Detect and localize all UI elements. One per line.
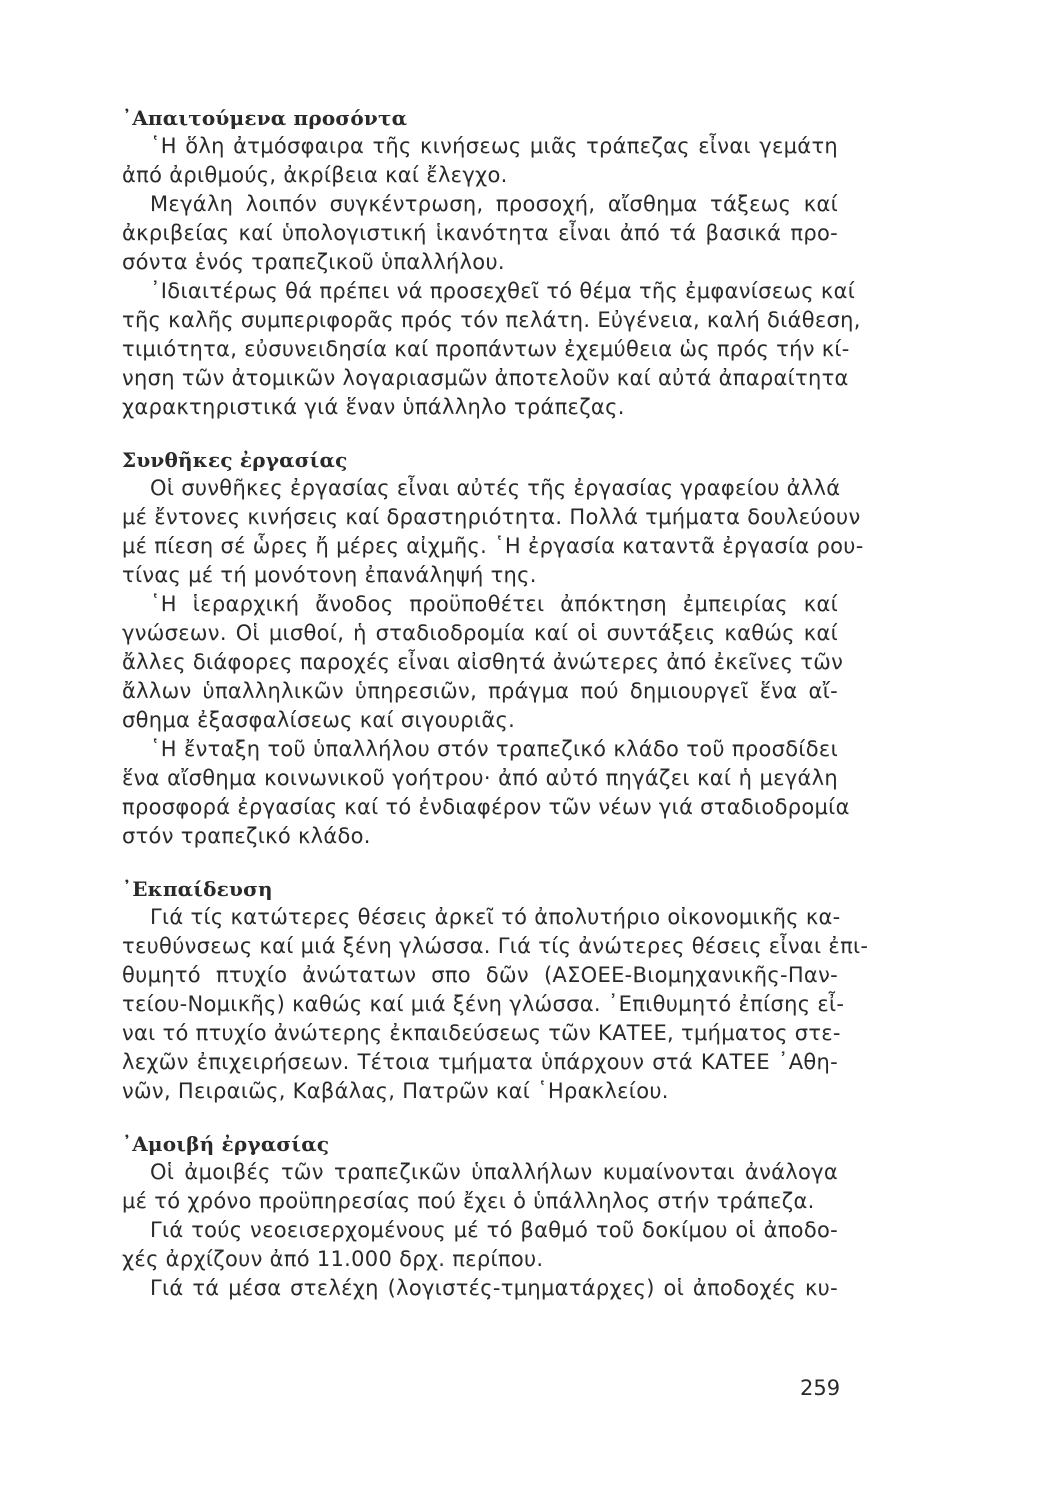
section-compensation: [122, 1130, 838, 1303]
text-line: μέ τό χρόνο προϋπηρεσίας πού ἔχει ὁ ὑπάλληλος στήν τράπεζα.: [122, 1189, 815, 1213]
section-text: [122, 903, 869, 1106]
text-line: λεχῶν ἐπιχειρήσεων. Τέτοια τμήματα ὑπάρχουν στά ΚΑΤΕΕ ᾿Αθη-: [122, 1050, 838, 1074]
text-line: θυμητό πτυχίο ἀνώτατων σπο δῶν (ΑΣΟΕΕ-Βιομηχανικῆς-Παν-: [122, 963, 838, 987]
text-line: νηση τῶν ἀτομικῶν λογαριασμῶν ἀποτελοῦν καί αὐτά ἀπαραίτητα: [122, 366, 849, 390]
section-heading: ᾿Αμοιβή ἐργασίας: [122, 1132, 330, 1156]
text-line: ῾Η ἱεραρχική ἄνοδος προϋποθέτει ἀπόκτηση ἐμπειρίας καί: [150, 592, 838, 616]
section-gap: [122, 1106, 838, 1130]
text-line: χές ἀρχίζουν ἀπό 11.000 δρχ. περίπου.: [122, 1247, 544, 1271]
text-line: τίνας μέ τή μονότονη ἐπανάληψή της.: [122, 563, 537, 587]
page-number: 259: [800, 1376, 841, 1400]
section-gap: [122, 851, 838, 875]
text-line: γνώσεων. Οἱ μισθοί, ἡ σταδιοδρομία καί οἱ συντάξεις καθώς καί: [122, 621, 838, 645]
text-line: Γιά τίς κατώτερες θέσεις ἀρκεῖ τό ἀπολυτήριο οἰκονομικῆς κα-: [150, 905, 841, 929]
text-line: ῾Η ἔνταξη τοῦ ὑπαλλήλου στόν τραπεζικό κλάδο τοῦ προσδίδει: [150, 737, 838, 761]
text-line: χαρακτηριστικά γιά ἕναν ὑπάλληλο τράπεζας.: [122, 395, 625, 419]
text-line: Μεγάλη λοιπόν συγκέντρωση, προσοχή, αἴσθημα τάξεως καί: [150, 192, 838, 216]
text-line: στόν τραπεζικό κλάδο.: [122, 824, 371, 848]
section-education: [122, 875, 869, 1106]
text-line: νῶν, Πειραιῶς, Καβάλας, Πατρῶν καί ῾Ηρακλείου.: [122, 1079, 669, 1103]
text-line: σθημα ἐξασφαλίσεως καί σιγουριᾶς.: [122, 708, 516, 732]
text-line: ἕνα αἴσθημα κοινωνικοῦ γοήτρου· ἀπό αὐτό πηγάζει καί ἡ μεγάλη: [122, 766, 838, 790]
text-line: Γιά τά μέσα στελέχη (λογιστές-τμηματάρχες) οἱ ἀποδοχές κυ-: [150, 1276, 838, 1300]
text-line: τῆς καλῆς συμπεριφορᾶς πρός τόν πελάτη. Εὐγένεια, καλή διάθεση,: [122, 308, 861, 332]
text-line: σόντα ἑνός τραπεζικοῦ ὑπαλλήλου.: [122, 250, 505, 274]
text-line: ναι τό πτυχίο ἀνώτερης ἐκπαιδεύσεως τῶν ΚΑΤΕΕ, τμήματος στε-: [122, 1021, 841, 1045]
section-gap: [122, 422, 838, 446]
text-line: τιμιότητα, εὐσυνειδησία καί προπάντων ἐχεμύθεια ὡς πρός τήν κί-: [122, 337, 850, 361]
text-line: Οἱ συνθῆκες ἐργασίας εἶναι αὐτές τῆς ἐργασίας γραφείου ἀλλά: [150, 476, 841, 500]
text-line: ἄλλων ὑπαλληλικῶν ὑπηρεσιῶν, πράγμα πού δημιουργεῖ ἕνα αἴ-: [122, 679, 838, 703]
text-line: Οἱ ἀμοιβές τῶν τραπεζικῶν ὑπαλλήλων κυμαίνονται ἀνάλογα: [150, 1160, 838, 1184]
text-line: ἀπό ἀριθμούς, ἀκρίβεια καί ἔλεγχο.: [122, 163, 508, 187]
page-body: [122, 104, 869, 1303]
text-line: Γιά τούς νεοεισερχομένους μέ τό βαθμό τοῦ δοκίμου οἱ ἀποδο-: [150, 1218, 838, 1242]
text-line: ῾Η ὅλη ἀτμόσφαιρα τῆς κινήσεως μιᾶς τράπεζας εἶναι γεμάτη: [150, 134, 838, 158]
text-line: ᾿Ιδιαιτέρως θά πρέπει νά προσεχθεῖ τό θέμα τῆς ἐμφανίσεως καί: [150, 279, 856, 303]
section-heading: Συνθῆκες ἐργασίας: [122, 448, 348, 472]
text-line: ἀκριβείας καί ὑπολογιστική ἱκανότητα εἶναι ἀπό τά βασικά προ-: [122, 221, 838, 245]
section-text: [122, 474, 864, 851]
text-line: προσφορά ἐργασίας καί τό ἐνδιαφέρον τῶν νέων γιά σταδιοδρομία: [122, 795, 850, 819]
section-text: [122, 1158, 838, 1303]
section-required-qualifications: [122, 104, 861, 422]
text-line: ἄλλες διάφορες παροχές εἶναι αἰσθητά ἀνώτερες ἀπό ἐκεῖνες τῶν: [122, 650, 844, 674]
text-line: τείου-Νομικῆς) καθώς καί μιά ξένη γλώσσα. ᾿Επιθυμητό ἐπίσης εἶ-: [122, 992, 845, 1016]
section-text: [122, 132, 861, 422]
text-line: τευθύνσεως καί μιά ξένη γλώσσα. Γιά τίς ἀνώτερες θέσεις εἶναι ἐπι-: [122, 934, 869, 958]
section-heading: ᾿Απαιτούμενα προσόντα: [122, 106, 408, 130]
section-working-conditions: [122, 446, 864, 851]
section-heading: ᾿Εκπαίδευση: [122, 877, 273, 901]
text-line: μέ ἔντονες κινήσεις καί δραστηριότητα. Πολλά τμήματα δουλεύουν: [122, 505, 861, 529]
text-line: μέ πίεση σέ ὧρες ἤ μέρες αἰχμῆς. ῾Η ἐργασία καταντᾶ ἐργασία ρου-: [122, 534, 864, 558]
